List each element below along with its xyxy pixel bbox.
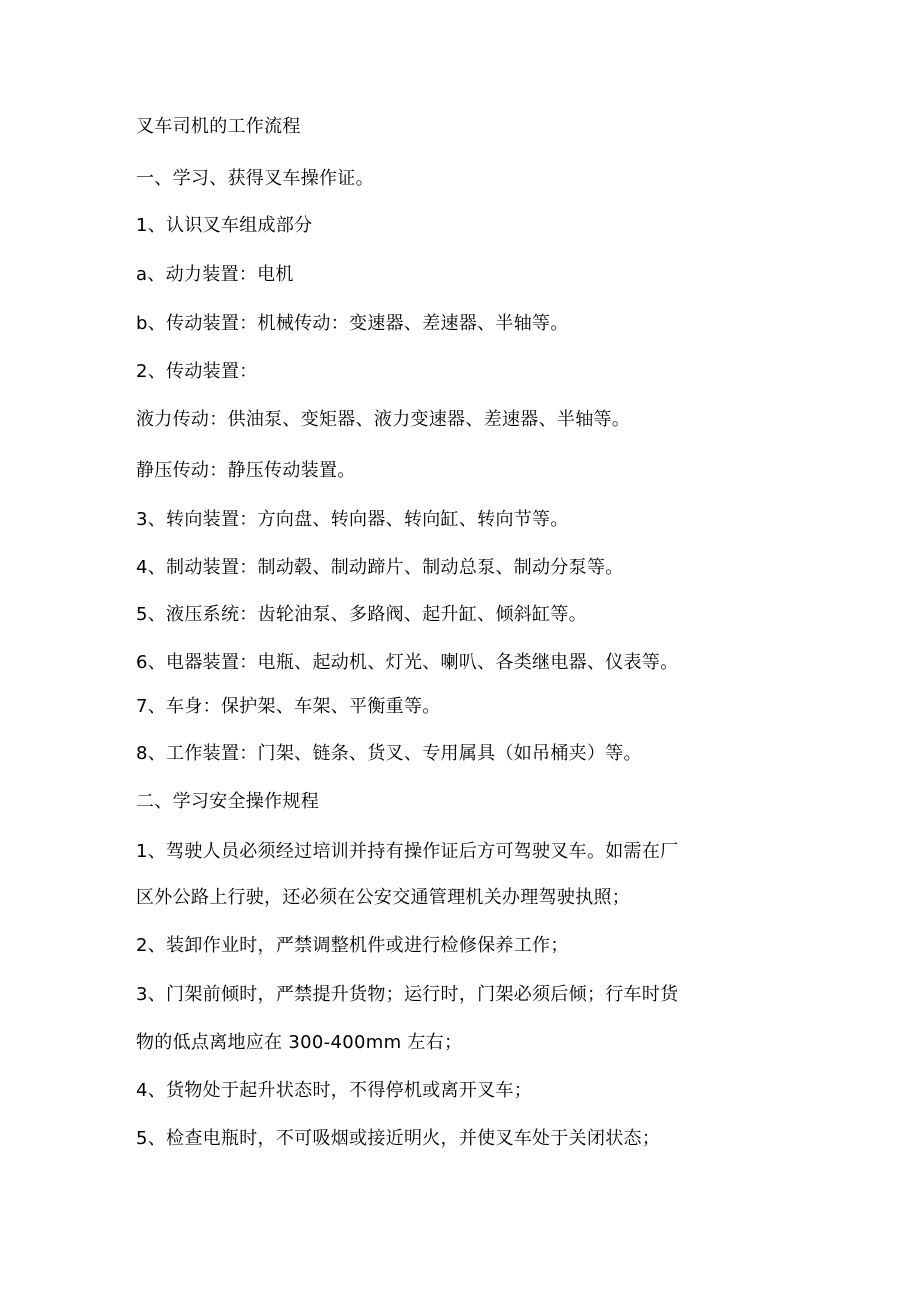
list-item: 2、传动装置： [136,361,258,382]
list-item: 5、液压系统：齿轮油泵、多路阀、起升缸、倾斜缸等。 [136,604,587,625]
document-title: 叉车司机的工作流程 [136,116,301,137]
section-heading-2: 二、学习安全操作规程 [136,791,319,812]
paragraph-line: 区外公路上行驶，还必须在公安交通管理机关办理驾驶执照； [136,887,631,908]
paragraph-line: 5、检查电瓶时，不可吸烟或接近明火，并使叉车处于关闭状态； [136,1128,661,1149]
list-item: a、动力装置：电机 [136,264,294,285]
paragraph-line: 物的低点离地应在 300-400mm 左右； [136,1032,463,1053]
paragraph-line: 1、驾驶人员必须经过培训并持有操作证后方可驾驶叉车。如需在厂 [136,841,679,862]
list-item: 静压传动：静压传动装置。 [136,460,356,481]
list-item: 4、制动装置：制动毂、制动蹄片、制动总泵、制动分泵等。 [136,557,624,578]
subsection-heading: 1、认识叉车组成部分 [136,215,313,236]
paragraph-line: 3、门架前倾时，严禁提升货物；运行时，门架必须后倾；行车时货 [136,984,679,1005]
list-item: 8、工作装置：门架、链条、货叉、专用属具（如吊桶夹）等。 [136,743,642,764]
list-item: 6、电器装置：电瓶、起动机、灯光、喇叭、各类继电器、仪表等。 [136,652,679,673]
list-item: 7、车身：保护架、车架、平衡重等。 [136,696,441,717]
paragraph-line: 4、货物处于起升状态时，不得停机或离开叉车； [136,1080,533,1101]
section-heading-1: 一、学习、获得叉车操作证。 [136,168,374,189]
paragraph-line: 2、装卸作业时，严禁调整机件或进行检修保养工作； [136,935,569,956]
list-item: 3、转向装置：方向盘、转向器、转向缸、转向节等。 [136,509,569,530]
list-item: 液力传动：供油泵、变矩器、液力变速器、差速器、半轴等。 [136,409,631,430]
list-item: b、传动装置：机械传动：变速器、差速器、半轴等。 [136,313,569,334]
